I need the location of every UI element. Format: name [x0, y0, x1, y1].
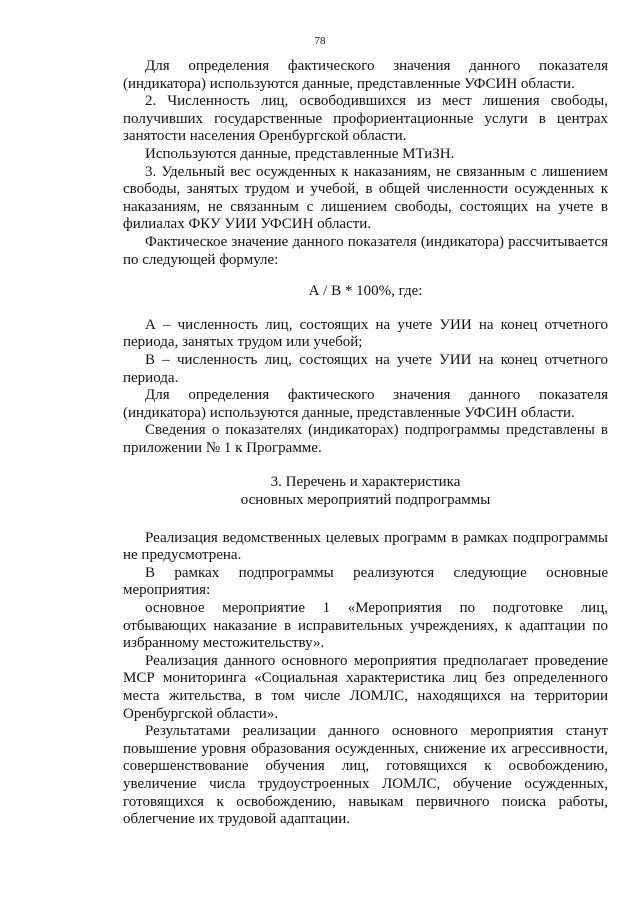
- page-number: 78: [314, 35, 326, 47]
- paragraph: Сведения о показателях (индикаторах) подпрограммы представлены в приложении № 1 к Программе.: [123, 422, 608, 456]
- paragraph: 2. Численность лиц, освободившихся из мест лишения свободы, получивших государственные профориентационные услуги в центрах занятости населения Оренбургской области.: [123, 93, 608, 145]
- paragraph: Для определения фактического значения данного показателя (индикатора) используются данные, представленные УФСИН области.: [123, 58, 608, 92]
- document-body: [123, 58, 608, 829]
- paragraph: Результатами реализации данного основного мероприятия станут повышение уровня образования осужденных, снижение их агрессивности, совершенствование обучения лиц, готовящихся к освобождению, увеличение числа трудоустроенных ЛОМЛС, обучение осужденных, готовящихся к освобождению, навыкам первичного поиска работы, облегчение их трудовой адаптации.: [123, 723, 608, 828]
- paragraph: Фактическое значение данного показателя (индикатора) рассчитывается по следующей формуле:: [123, 233, 608, 268]
- section-heading-line: 3. Перечень и характеристика: [270, 474, 461, 491]
- section-heading: [123, 474, 608, 509]
- paragraph: А – численность лиц, состоящих на учете УИИ на конец отчетного периода, занятых трудом или учебой;: [123, 316, 608, 351]
- paragraph: Используются данные, представленные МТиЗН.: [145, 145, 455, 162]
- formula: А / В * 100%, где:: [308, 283, 423, 300]
- section-content: [123, 530, 608, 829]
- paragraph: Реализация ведомственных целевых программ в рамках подпрограммы не предусмотрена.: [123, 529, 608, 564]
- section-heading-line: основных мероприятий подпрограммы: [240, 492, 491, 509]
- paragraph: основное мероприятие 1 «Мероприятия по подготовке лиц, отбывающих наказание в исправительных учреждениях, к адаптации по избранному местожительству».: [123, 600, 608, 652]
- paragraph: В рамках подпрограммы реализуются следующие основные мероприятия:: [123, 564, 608, 599]
- paragraph: В – численность лиц, состоящих на учете УИИ на конец отчетного периода.: [123, 351, 608, 386]
- paragraph: 3. Удельный вес осужденных к наказаниям, не связанным с лишением свободы, занятых трудом и учебой, в общей численности осужденных к наказаниям, не связанным с лишением свободы, состоящих на учете в филиалах ФКУ УИИ УФСИН области.: [123, 163, 608, 233]
- paragraph: Реализация данного основного мероприятия предполагает проведение МСР мониторинга «Социальная характеристика лиц без определенного места жительства, в том числе ЛОМЛС, находящихся на территории Оренбургской области».: [123, 652, 608, 722]
- paragraph: Для определения фактического значения данного показателя (индикатора) используются данные, представленные УФСИН области.: [123, 387, 608, 421]
